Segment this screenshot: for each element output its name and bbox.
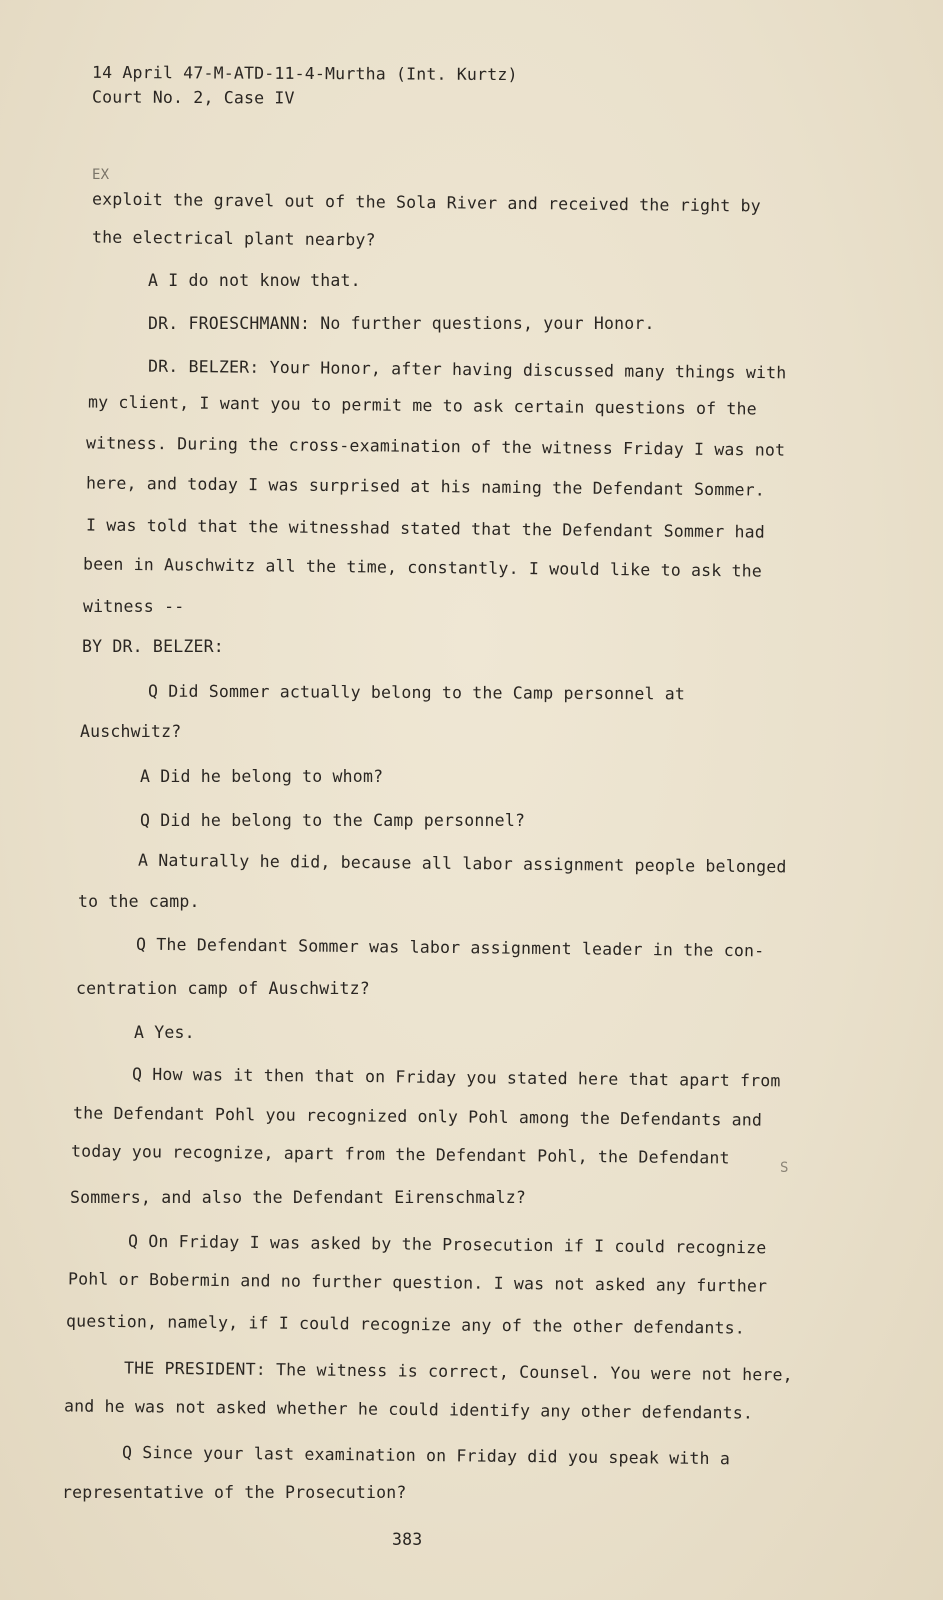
body-line-26: Q On Friday I was asked by the Prosecution if I could recognize bbox=[127, 1231, 767, 1258]
body-line-13: Q Did Sommer actually belong to the Camp personnel at bbox=[147, 681, 686, 704]
body-line-9: I was told that the witnesshad stated that the Defendant Sommer had bbox=[85, 515, 766, 542]
examination-heading: BY DR. BELZER: bbox=[82, 637, 224, 656]
body-line-27: Pohl or Bobermin and no further question. I was not asked any further bbox=[67, 1269, 768, 1296]
body-line-32: representative of the Prosecution? bbox=[62, 1483, 407, 1502]
body-line-16: Q Did he belong to the Camp personnel? bbox=[140, 811, 526, 830]
body-line-11: witness -- bbox=[83, 597, 185, 616]
stray-typed-mark: S bbox=[780, 1160, 789, 1176]
margin-mark: EX bbox=[92, 167, 110, 183]
body-line-5: DR. BELZER: Your Honor, after having discussed many things with bbox=[147, 356, 787, 383]
body-line-15: A Did he belong to whom? bbox=[140, 767, 384, 786]
body-line-17: A Naturally he did, because all labor assignment people belonged bbox=[137, 850, 787, 877]
header-line-1: 14 April 47-M-ATD-11-4-Murtha (Int. Kurtz) bbox=[91, 62, 518, 85]
body-line-7: witness. During the cross-examination of the witness Friday I was not bbox=[85, 433, 786, 460]
body-line-6: my client, I want you to permit me to ask certain questions of the bbox=[87, 392, 757, 419]
body-line-3: A I do not know that. bbox=[148, 271, 361, 290]
body-line-10: been in Auschwitz all the time, constantly. I would like to ask the bbox=[82, 554, 763, 581]
body-line-21: A Yes. bbox=[134, 1023, 195, 1042]
body-line-29: THE PRESIDENT: The witness is correct, Counsel. You were not here, bbox=[123, 1358, 793, 1385]
body-line-25: Sommers, and also the Defendant Eirenschmalz? bbox=[70, 1188, 527, 1207]
body-line-23: the Defendant Pohl you recognized only Pohl among the Defendants and bbox=[72, 1103, 763, 1130]
body-line-4: DR. FROESCHMANN: No further questions, your Honor. bbox=[148, 314, 655, 333]
body-line-1: exploit the gravel out of the Sola River and received the right by bbox=[91, 189, 761, 216]
body-line-20: centration camp of Auschwitz? bbox=[76, 979, 370, 998]
body-line-30: and he was not asked whether he could identify any other defendants. bbox=[63, 1396, 754, 1423]
body-line-8: here, and today I was surprised at his naming the Defendant Sommer. bbox=[85, 473, 766, 500]
body-line-24: today you recognize, apart from the Defendant Pohl, the Defendant bbox=[70, 1141, 730, 1168]
body-line-14: Auschwitz? bbox=[80, 722, 182, 741]
header-line-2: Court No. 2, Case IV bbox=[91, 87, 295, 108]
body-line-31: Q Since your last examination on Friday did you speak with a bbox=[121, 1442, 731, 1469]
body-line-18: to the camp. bbox=[78, 892, 200, 911]
body-line-28: question, namely, if I could recognize any of the other defendants. bbox=[65, 1311, 746, 1338]
body-line-19: Q The Defendant Sommer was labor assignment leader in the con- bbox=[135, 934, 765, 961]
body-line-2: the electrical plant nearby? bbox=[91, 227, 376, 250]
page-number: 383 bbox=[392, 1530, 423, 1549]
body-line-22: Q How was it then that on Friday you stated here that apart from bbox=[131, 1064, 781, 1091]
